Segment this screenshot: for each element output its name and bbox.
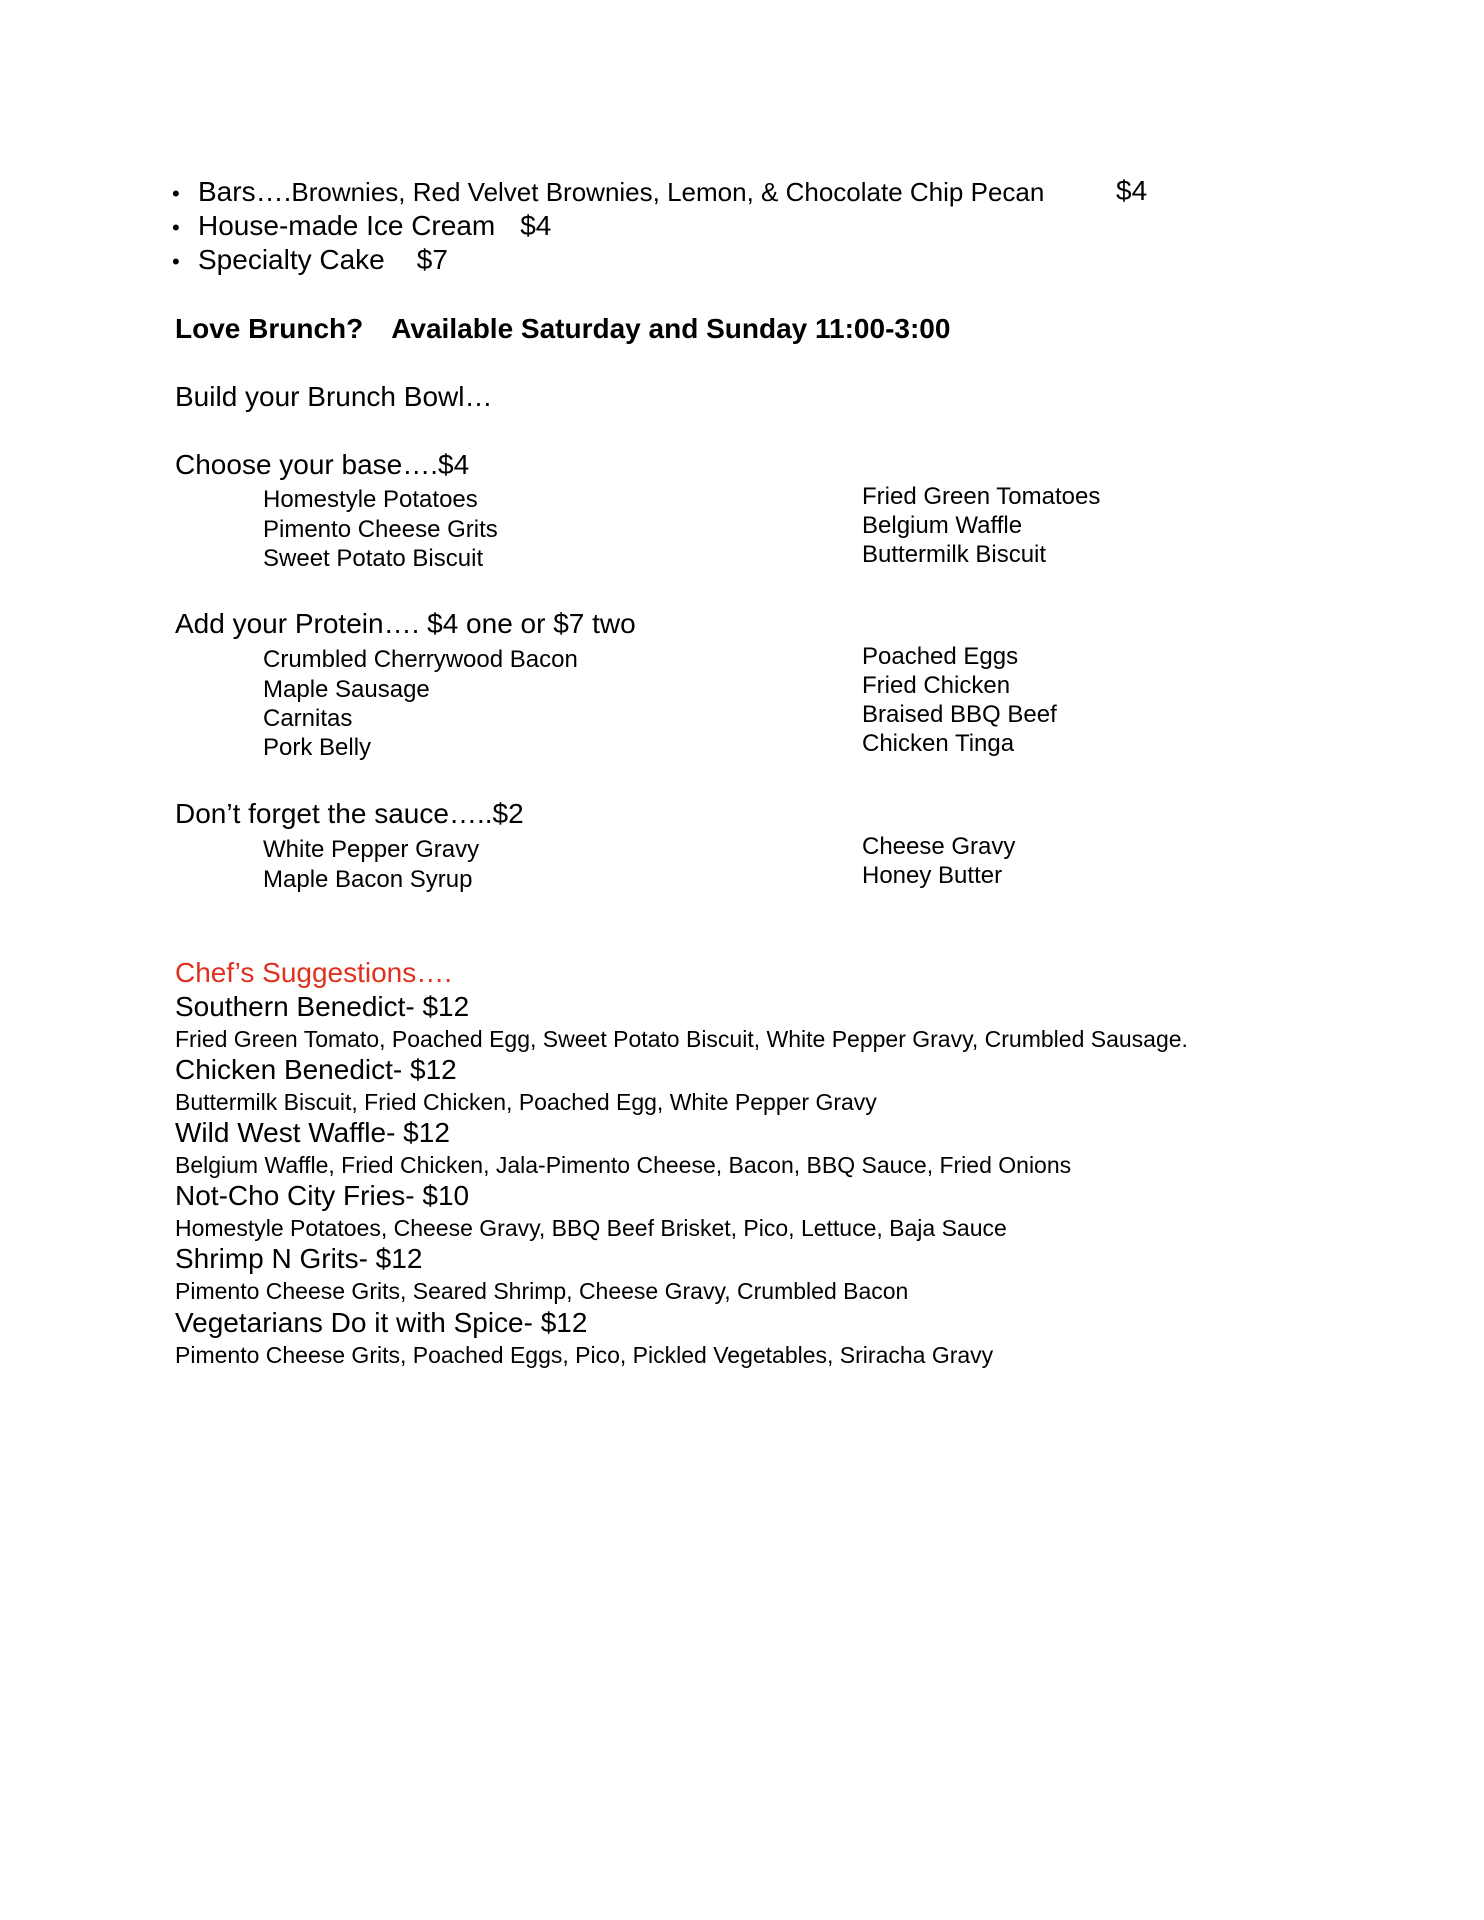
sauce-item: Honey Butter: [862, 862, 1003, 889]
protein-item: Fried Chicken: [862, 672, 1011, 699]
dessert-bars: [172, 175, 1044, 211]
dish-name: Wild West Waffle- $12: [175, 1117, 450, 1148]
dish-description: Pimento Cheese Grits, Seared Shrimp, Cheese Gravy, Crumbled Bacon: [175, 1278, 909, 1304]
protein-item: Poached Eggs: [862, 643, 1019, 670]
base-item: Pimento Cheese Grits: [263, 516, 498, 543]
chef-suggestions-title: Chef’s Suggestions….: [175, 957, 453, 988]
dish-description: Homestyle Potatoes, Cheese Gravy, BBQ Beef Brisket, Pico, Lettuce, Baja Sauce: [175, 1215, 1007, 1241]
sauce-item: Cheese Gravy: [862, 833, 1016, 860]
sauce-item: White Pepper Gravy: [263, 836, 480, 863]
dish-description: Pimento Cheese Grits, Poached Eggs, Pico, Pickled Vegetables, Sriracha Gravy: [175, 1342, 994, 1368]
dish-description: Fried Green Tomato, Poached Egg, Sweet Potato Biscuit, White Pepper Gravy, Crumbled Sausage.: [175, 1026, 1188, 1052]
protein-section-title: Add your Protein…. $4 one or $7 two: [175, 608, 636, 639]
protein-item: Braised BBQ Beef: [862, 701, 1057, 728]
dish-name: Not-Cho City Fries- $10: [175, 1180, 470, 1211]
bullet: •: [172, 249, 180, 274]
base-item: Homestyle Potatoes: [263, 486, 478, 513]
brunch-availability: Available Saturday and Sunday 11:00-3:00: [391, 313, 951, 344]
base-item: Sweet Potato Biscuit: [263, 545, 484, 572]
bullet: •: [172, 181, 180, 206]
dessert-detail: Brownies, Red Velvet Brownies, Lemon, & Chocolate Chip Pecan: [291, 177, 1045, 207]
dessert-price: $4: [520, 210, 552, 241]
dish-name: Vegetarians Do it with Spice- $12: [175, 1307, 588, 1338]
dish-description: Belgium Waffle, Fried Chicken, Jala-Pimento Cheese, Bacon, BBQ Sauce, Fried Onions: [175, 1152, 1072, 1178]
base-item: Fried Green Tomatoes: [862, 483, 1101, 510]
dish-name: Southern Benedict- $12: [175, 991, 470, 1022]
dish-name: Chicken Benedict- $12: [175, 1054, 457, 1085]
dessert-name: Bars….: [198, 176, 292, 207]
base-item: Buttermilk Biscuit: [862, 541, 1047, 568]
brunch-title: Love Brunch?: [175, 313, 364, 344]
build-bowl-title: Build your Brunch Bowl…: [175, 381, 493, 412]
dessert-specialty-cake: [172, 243, 448, 279]
protein-item: Maple Sausage: [263, 676, 430, 703]
dessert-name: House-made Ice Cream: [198, 210, 496, 241]
protein-item: Chicken Tinga: [862, 730, 1015, 757]
protein-item: Pork Belly: [263, 734, 372, 761]
bullet: •: [172, 215, 180, 240]
dish-description: Buttermilk Biscuit, Fried Chicken, Poached Egg, White Pepper Gravy: [175, 1089, 877, 1115]
protein-item: Crumbled Cherrywood Bacon: [263, 646, 578, 673]
dessert-price: $7: [416, 244, 448, 275]
sauce-section-title: Don’t forget the sauce…..$2: [175, 798, 524, 829]
dessert-price: $4: [1116, 175, 1148, 206]
protein-item: Carnitas: [263, 705, 353, 732]
base-section-title: Choose your base….$4: [175, 449, 470, 480]
dessert-name: Specialty Cake: [198, 244, 385, 275]
sauce-item: Maple Bacon Syrup: [263, 866, 473, 893]
dish-name: Shrimp N Grits- $12: [175, 1243, 423, 1274]
dessert-ice-cream: [172, 209, 551, 245]
brunch-heading: [175, 313, 950, 345]
base-item: Belgium Waffle: [862, 512, 1023, 539]
